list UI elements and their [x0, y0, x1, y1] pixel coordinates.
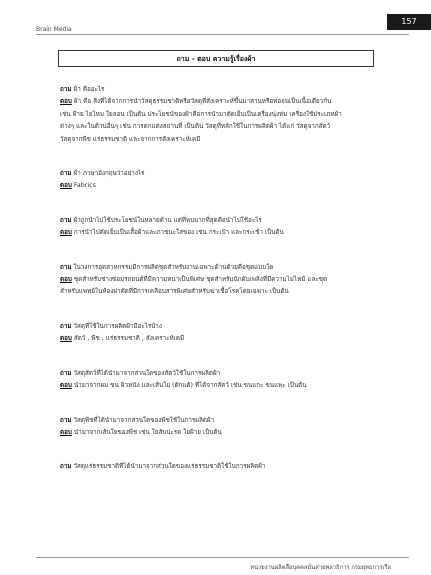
answer-line: เช่น ฝ้าย ไยไหม ใยลอน เป็นต้น ประโยชน์ของผ้าคือการนำมาตัดเย็บเป็นเครื่องนุ่งห่ม เครื่องใช้ประเภทผ้า	[60, 110, 342, 118]
answer-label: ตอบ	[60, 428, 72, 436]
question-label: ถาม	[60, 463, 72, 471]
qa-item	[60, 368, 391, 393]
answer-label: ตอบ	[60, 229, 72, 237]
answer-label: ตอบ	[60, 182, 72, 190]
qa-item	[60, 215, 391, 240]
footer-text: หน่วยงานผลิตสื่อบุคคลมั่นส่ายพลาธิการ กรมยุทธการเรือ	[250, 565, 391, 571]
question	[60, 84, 391, 96]
question	[60, 215, 391, 227]
qa-item	[60, 461, 391, 473]
answer-line: ตอบ นำมาจากเส้นใยของพืช เช่น ใยสับปะรด ใยฝ้าย เป็นต้น	[60, 428, 222, 436]
question-label: ถาม	[60, 322, 72, 330]
answer-line: ตอบ การนำไปตัดเย็บเป็นเสื้อผ้าและภาชนะใส่ของ เช่น กระเป๋า และกระเช้า เป็นต้น	[60, 229, 284, 237]
question	[60, 461, 391, 473]
answer	[60, 380, 391, 392]
footer-divider	[36, 557, 409, 558]
question-label: ถาม	[60, 263, 72, 271]
qa-item	[60, 84, 391, 146]
question-text: วัสดุสัตว์ที่ได้นำมาจากส่วนใดของสัตว์ใช้ในการผลิตผ้า	[71, 369, 221, 377]
answer-line: ตอบ Fabrics	[60, 182, 96, 190]
answer	[60, 274, 391, 299]
question-label: ถาม	[60, 86, 72, 93]
question-text: ผ้าถูกนำไปใช้ประโยชน์ในหลายด้าน แต่ที่พบมากที่สุดคือนำไปใช้อะไร	[71, 216, 262, 224]
question-label: ถาม	[60, 216, 72, 224]
answer-label: ตอบ	[60, 276, 72, 284]
answer	[60, 427, 391, 439]
question	[60, 168, 391, 180]
question-text: วัสดุพืชที่ได้นำมาจากส่วนใดของพืชใช้ในการผลิตผ้า	[71, 416, 215, 424]
answer-line: ตอบ นำมาจากผม ขน ผิวหนัง และเส้นใย (ดักแด้) ที่ได้จากสัตว์ เช่น ขนแกะ ขนแพะ เป็นต้น	[60, 382, 307, 390]
answer	[60, 227, 391, 239]
question-text: ผ้า คืออะไร	[71, 86, 105, 93]
answer	[60, 333, 391, 345]
question-text: ผ้า ภาษาอังกฤษว่าอย่างไร	[71, 170, 145, 178]
answer	[60, 180, 391, 192]
question-label: ถาม	[60, 369, 72, 377]
header-divider	[36, 34, 409, 35]
answer-label: ตอบ	[60, 335, 72, 343]
question	[60, 368, 391, 380]
qa-item	[60, 321, 391, 346]
qa-item	[60, 262, 391, 299]
answer-line: ตอบ ชุดสำหรับช่างซ่อมรถยนต์ที่มีความหนาเป็นพิเศษ ชุดสำหรับนักดับเพลิงที่มีความไม่ไหม้ และชุด	[60, 276, 328, 284]
qa-list	[60, 84, 391, 496]
question-text: ในวงการอุตสาหกรรมมีการผลิตชุดสำหรับงานเฉพาะด้านด้วยคือชุดแบบใด	[71, 263, 274, 271]
answer-label: ตอบ	[60, 382, 72, 390]
question-label: ถาม	[60, 416, 72, 424]
answer-line: ตอบ ผ้า คือ สิ่งที่ได้จากการนำวัสดุธรรมชาติหรือวัสดุที่สังเคราะห์ขึ้นมาสานหรือทอจนเป็นเนื้อเดียวกัน	[60, 98, 332, 106]
answer-line: ต่างๆ และในด้านอื่นๆ เช่น การตกแต่งสถานที่ เป็นต้น วัสดุที่หลักใช้ในการผลิตผ้า ได้แก่ วัสดุจากสัตว์	[60, 123, 331, 131]
qa-item	[60, 415, 391, 440]
page-number: 157	[387, 14, 431, 30]
publisher-name: Brain Media	[36, 26, 72, 33]
answer-line: ตอบ สัตว์ , พืช , แร่ธรรมชาติ , สังเคราะห์เคมี	[60, 335, 185, 343]
qa-item	[60, 168, 391, 193]
page-title: ถาม - ตอบ ความรู้เรื่องผ้า	[58, 50, 374, 67]
answer	[60, 96, 391, 146]
answer-line: วัสดุจากพืช แร่ธรรมชาติ และจากการสังเคราะห์เคมี	[60, 135, 201, 143]
question	[60, 262, 391, 274]
question-label: ถาม	[60, 170, 72, 178]
question-text: วัสดุที่ใช้ในการผลิตผ้ามีอะไรบ้าง	[71, 322, 162, 330]
question	[60, 321, 391, 333]
question	[60, 415, 391, 427]
answer-label: ตอบ	[60, 98, 72, 106]
question-text: วัสดุแร่ธรรมชาติที่ได้นำมาจากส่วนใดของแร่ธรรมชาติใช้ในการผลิตผ้า	[71, 463, 266, 471]
answer-line: สำหรับแพทย์ในห้องผ่าตัดที่มีการเคลือบสารพิเศษสำหรับฆ่าเชื้อโรคโดยเฉพาะ เป็นต้น	[60, 288, 289, 296]
